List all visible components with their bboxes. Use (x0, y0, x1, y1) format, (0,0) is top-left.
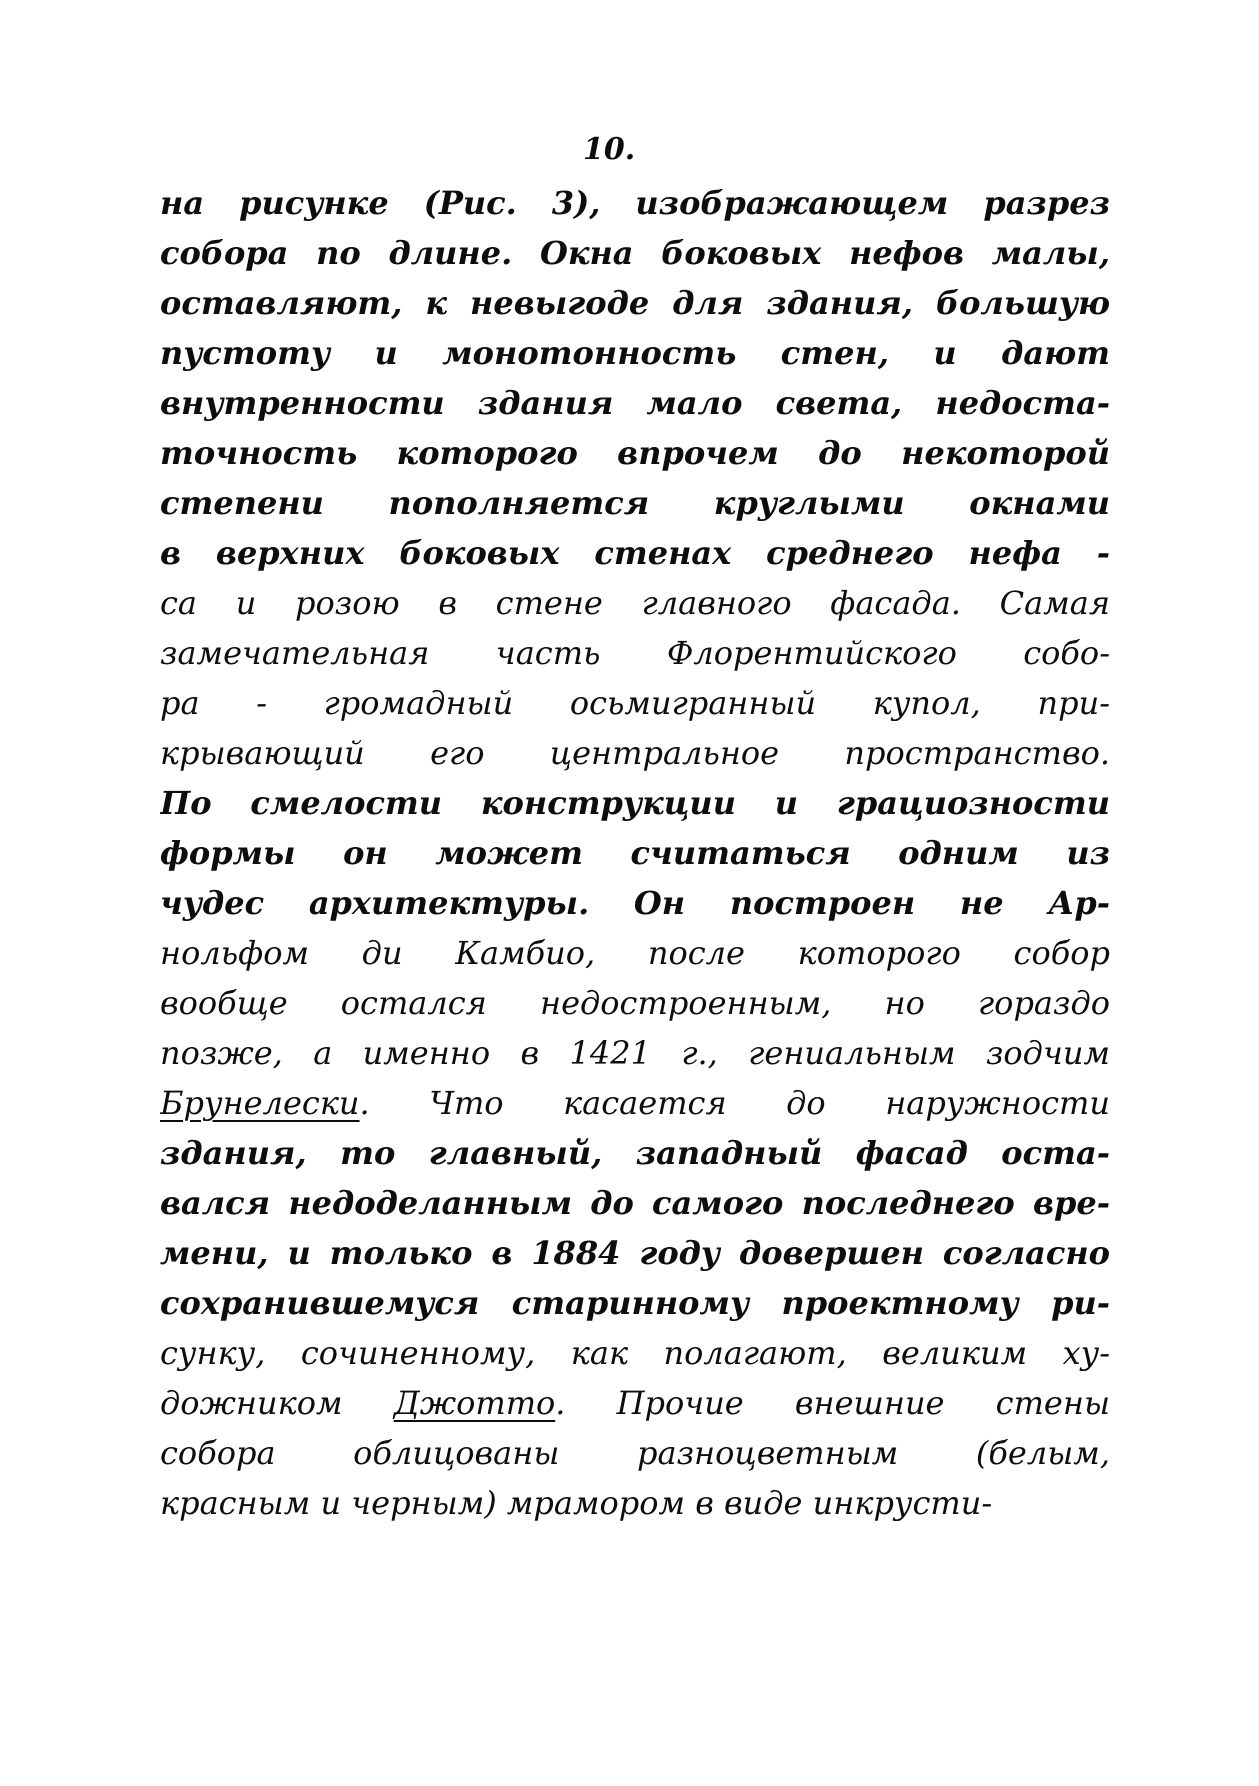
handwritten-text-block (160, 178, 1110, 1528)
page-number: 10. (583, 132, 636, 167)
text-line-12: крывающий его центральное пространство. (160, 734, 1110, 772)
text-line-5: внутренности здания мало света, недоста- (160, 384, 1110, 422)
underlined-name: Брунелески (160, 1084, 360, 1122)
text-line-26: собора облицованы разноцветным (белым, (160, 1434, 1110, 1472)
text-line-27: красным и черным) мрамором в виде инкрусти- (160, 1484, 993, 1522)
text-line-17: вообще остался недостроенным, но гораздо (160, 984, 1110, 1022)
text-line-24: сунку, сочиненному, как полагают, великим ху- (160, 1334, 1110, 1372)
text-line-18: позже, а именно в 1421 г., гениальным зодчим (160, 1034, 1110, 1072)
text-line-21: вался недоделанным до самого последнего вре- (160, 1184, 1110, 1222)
text-line-11: ра - громадный осьмигранный купол, при- (160, 684, 1110, 722)
text-line-13: По смелости конструкции и грациозности (160, 784, 1110, 822)
text-line-4: пустоту и монотонность стен, и дают (160, 334, 1110, 372)
text-line-3: оставляют, к невыгоде для здания, большую (160, 284, 1110, 322)
text-line-16: нольфом ди Камбио, после которого собор (160, 934, 1110, 972)
text-line-14: формы он может считаться одним из (160, 834, 1110, 872)
text-line-22: мени, и только в 1884 году довершен согласно (160, 1234, 1110, 1272)
text-line-7: степени пополняется круглыми окнами (160, 484, 1110, 522)
text-line-23: сохранившемуся старинному проектному ри- (160, 1284, 1110, 1322)
text-line-9: са и розою в стене главного фасада. Самая (160, 584, 1110, 622)
text-line-10: замечательная часть Флорентийского собо- (160, 634, 1110, 672)
text-line-15: чудес архитектуры. Он построен не Ар- (160, 884, 1110, 922)
text-line-6: точность которого впрочем до некоторой (160, 434, 1110, 472)
text-line-1: на рисунке (Рис. 3), изображающем разрез (160, 184, 1110, 222)
text-line-20: здания, то главный, западный фасад оста- (160, 1134, 1110, 1172)
text-line-25: дожником Джотто. Прочие внешние стены (160, 1384, 1110, 1422)
text-line-19: Брунелески. Что касается до наружности (160, 1084, 1110, 1122)
underlined-name: Джотто (393, 1384, 556, 1422)
text-line-2: собора по длине. Окна боковых нефов малы, (160, 234, 1110, 272)
text-line-8: в верхних боковых стенах среднего нефа - (160, 534, 1110, 572)
